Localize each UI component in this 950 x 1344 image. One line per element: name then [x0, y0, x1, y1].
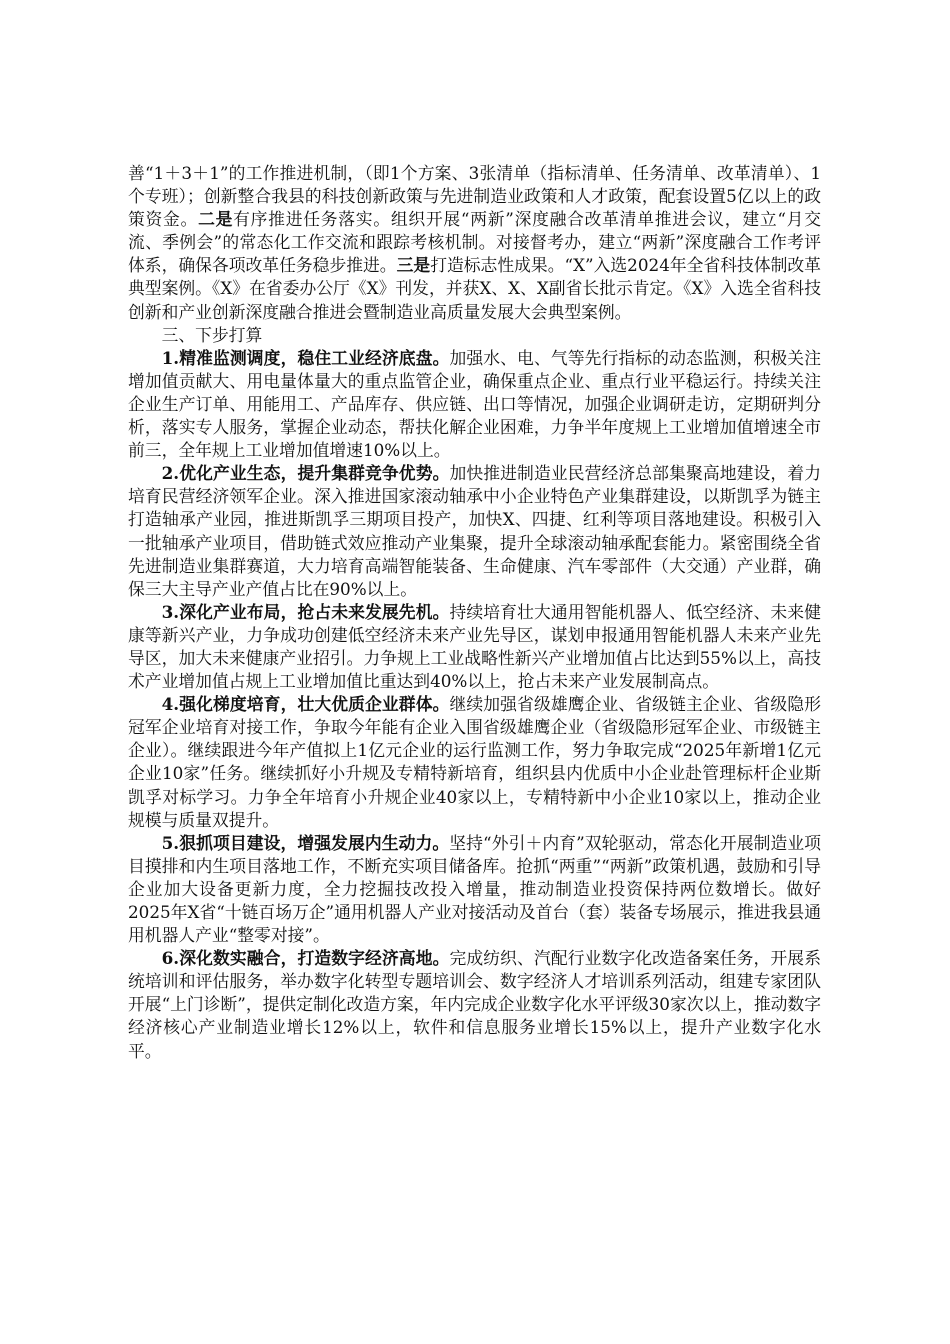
- plan-item-1: [128, 347, 821, 462]
- intro-text-2: 有序推进任务落实。组织开展“两新”深度融合改革清单推进会议，建立“月交流、季例会”的常态化工作交流和跟踪考核机制。对接督考办，建立“两新”深度融合工作考评体系，确保各项改革任务稳步推进。: [128, 209, 821, 276]
- intro-text-3: 打造标志性成果。“X”入选2024年全省科技体制改革典型案例。《X》在省委办公厅《X》刊发，并获X、X、X副省长批示肯定。《X》入选全省科技创新和产业创新深度融合推进会暨制造业高质量发展大会典型案例。: [128, 255, 821, 322]
- plan-item-2: [128, 462, 821, 601]
- plan-item-6: [128, 947, 821, 1062]
- plan-item-title: 5.狠抓项目建设，增强发展内生动力。: [161, 832, 450, 853]
- plan-item-4: [128, 693, 821, 832]
- document-page: [128, 162, 821, 1063]
- plan-item-title: 1.精准监测调度，稳住工业经济底盘。: [161, 347, 450, 368]
- plan-item-title: 6.深化数实融合，打造数字经济高地。: [161, 948, 450, 969]
- plan-item-3: [128, 601, 821, 693]
- plan-item-body: 加快推进制造业民营经济总部集聚高地建设，着力培育民营经济领军企业。深入推进国家滚动轴承中小企业特色产业集群建设，以斯凯孚为链主打造轴承产业园，推进斯凯孚三期项目投产，加快X、四捷、红利等项目落地建设。积极引入一批轴承产业项目，借助链式效应推动产业集聚，提升全球滚动轴承配套能力。紧密围绕全省先进制造业集群赛道，大力培育高端智能装备、生命健康、汽车零部件（大交通）产业群，确保三大主导产业产值占比在90%以上。: [128, 463, 821, 599]
- plan-item-body: 加强水、电、气等先行指标的动态监测，积极关注增加值贡献大、用电量体量大的重点监管企业，确保重点企业、重点行业平稳运行。持续关注企业生产订单、用能用工、产品库存、供应链、出口等情况，加强企业调研走访，定期研判分析，落实专人服务，掌握企业动态，帮扶化解企业困难，力争半年度规上工业增加值增速全市前三，全年规上工业增加值增速10%以上。: [128, 347, 821, 461]
- plan-item-body: 坚持“外引＋内育”双轮驱动，常态化开展制造业项目摸排和内生项目落地工作，不断充实项目储备库。抢抓“两重”“两新”政策机遇，鼓励和引导企业加大设备更新力度，全力挖掘技改投入增量，推动制造业投资保持两位数增长。做好2025年X省“十链百场万企”通用机器人产业对接活动及首台（套）装备专场展示，推进我县通用机器人产业“整零对接”。: [128, 832, 821, 946]
- intro-bold-second: 二是: [198, 209, 234, 230]
- intro-text-1: 善“1＋3＋1”的工作推进机制，（即1个方案、3张清单（指标清单、任务清单、改革清单）、1个专班）；创新整合我县的科技创新政策与先进制造业政策和人才政策，配套设置5亿以上的政策资金。: [128, 163, 821, 230]
- intro-paragraph: [128, 162, 821, 324]
- plan-item-body: 持续培育壮大通用智能机器人、低空经济、未来健康等新兴产业，力争成功创建低空经济未来产业先导区，谋划申报通用智能机器人未来产业先导区，加大未来健康产业招引。力争规上工业战略性新兴产业增加值占比达到55%以上，高技术产业增加值占规上工业增加值比重达到40%以上，抢占未来产业发展制高点。: [128, 601, 821, 692]
- plan-item-5: [128, 832, 821, 947]
- plan-item-title: 3.深化产业布局，抢占未来发展先机。: [161, 601, 450, 622]
- intro-bold-third: 三是: [396, 255, 431, 276]
- section-heading: 三、下步打算: [161, 324, 263, 345]
- plan-item-body: 完成纺织、汽配行业数字化改造备案任务，开展系统培训和评估服务，举办数字化转型专题培训会、数字经济人才培训系列活动，组建专家团队开展“上门诊断”，提供定制化改造方案，年内完成企业数字化水平评级30家次以上，推动数字经济核心产业制造业增长12%以上，软件和信息服务业增长15%以上，提升产业数字化水平。: [128, 948, 821, 1061]
- plan-item-title: 4.强化梯度培育，壮大优质企业群体。: [161, 694, 450, 715]
- plan-item-body: 继续加强省级雄鹰企业、省级链主企业、省级隐形冠军企业培育对接工作，争取今年能有企业入围省级雄鹰企业（省级隐形冠军企业、市级链主企业）。继续跟进今年产值拟上1亿元企业的运行监测工作，努力争取完成“2025年新增1亿元企业10家”任务。继续抓好小升规及专精特新培育，组织县内优质中小企业赴管理标杆企业斯凯孚对标学习。力争全年培育小升规企业40家以上，专精特新中小企业10家以上，推动企业规模与质量双提升。: [128, 694, 821, 830]
- plan-item-title: 2.优化产业生态，提升集群竞争优势。: [161, 463, 450, 484]
